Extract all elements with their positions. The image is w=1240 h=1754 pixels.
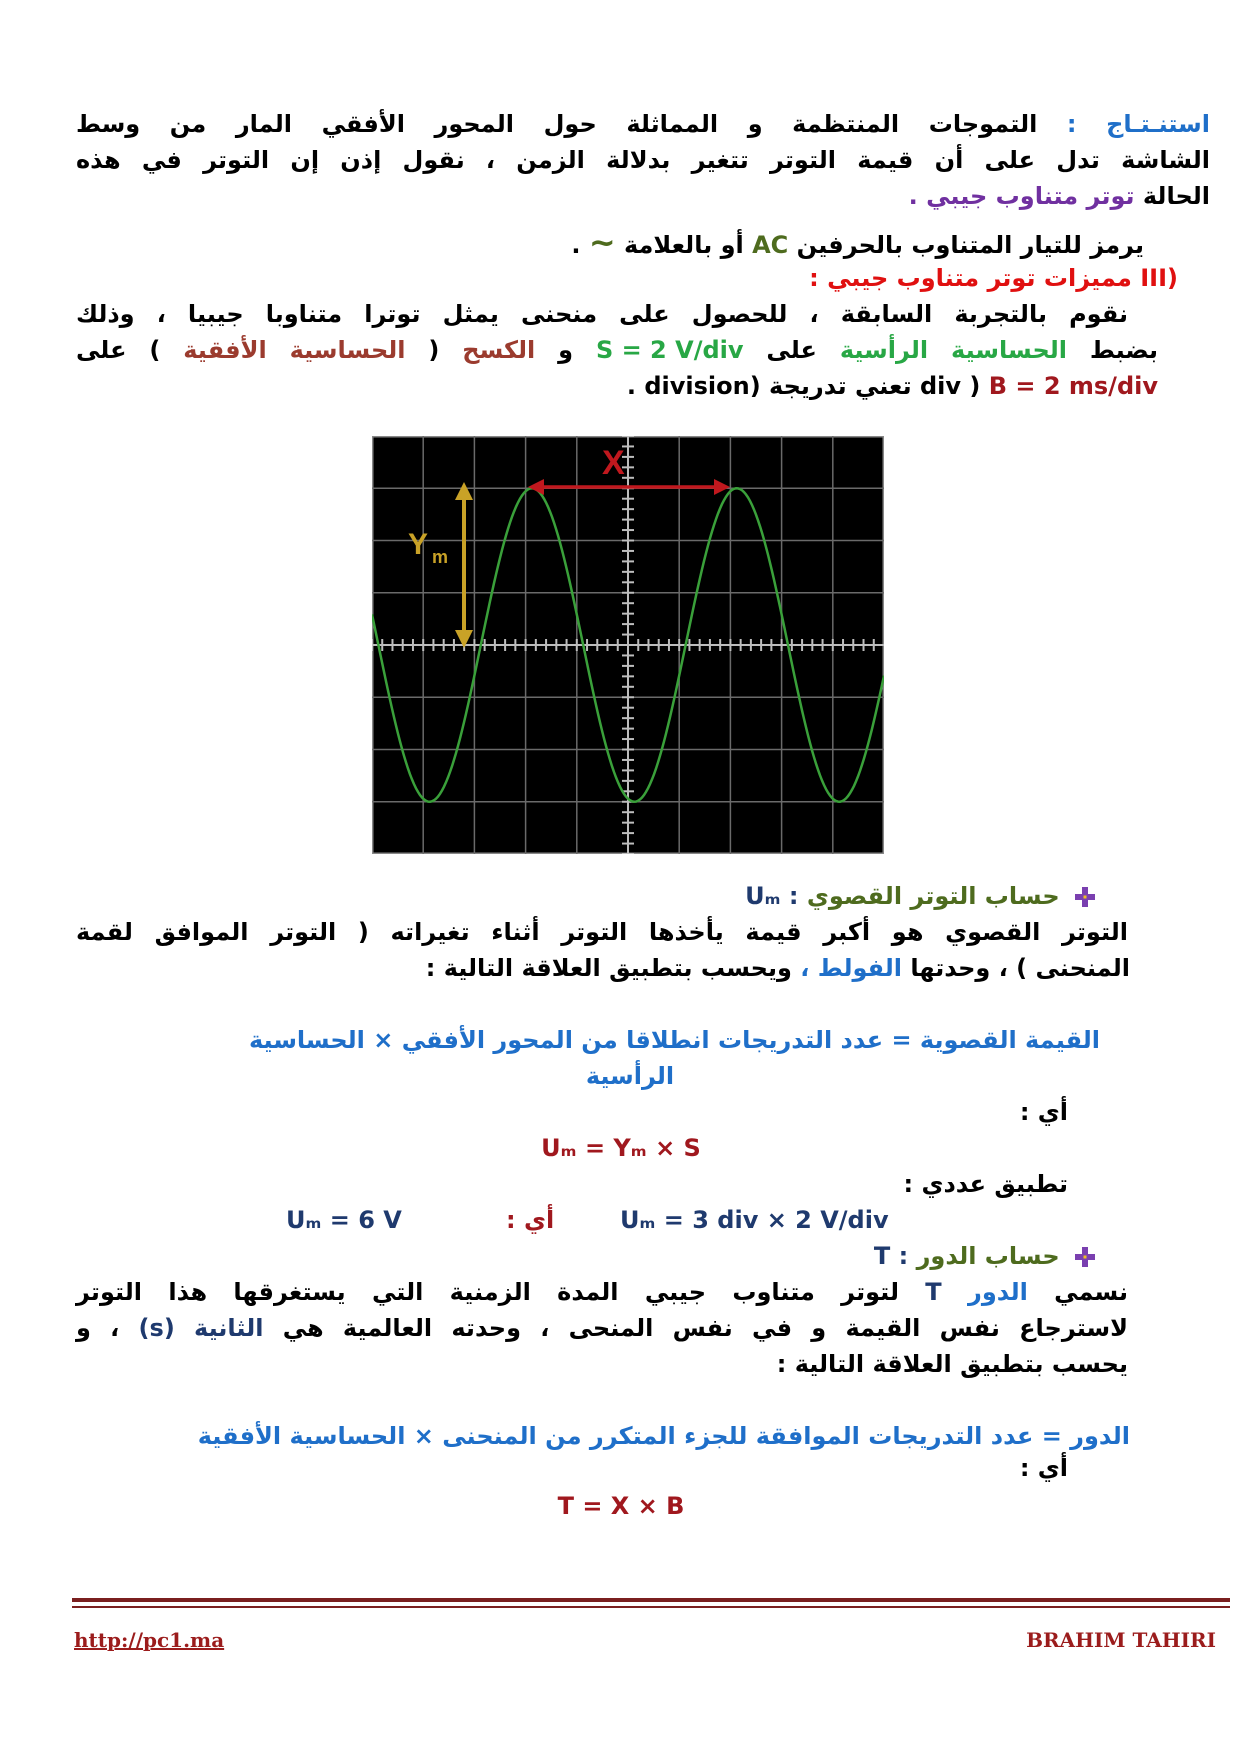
period-formula: الدور = عدد التدريجات الموافقة للجزء المتكرر من المنحنى × الحساسية الأفقية — [197, 1422, 1130, 1450]
sinusoidal-term: توتر متناوب جيبي . — [908, 182, 1135, 210]
oscilloscope-screen — [372, 436, 884, 854]
conclusion-line1: استنـتـاج : التموجات المنتظمة و المماثلة حول المحور الأفقي المار من وسط — [76, 110, 1210, 138]
section-3-line2: بضبط الحساسية الرأسية على S = 2 V/div و الكسح ( الحساسية الأفقية ) على — [76, 332, 1158, 368]
um-result: Uₘ = 6 V — [286, 1206, 402, 1234]
um-formula-line2: الرأسية — [585, 1062, 675, 1090]
conclusion-line2: الشاشة تدل على أن قيمة التوتر تتغير بدلالة الزمن ، نقول إذن إن التوتر في هذه — [76, 146, 1210, 174]
footer-rule-thin — [72, 1606, 1230, 1608]
section-3-line1: نقوم بالتجربة السابقة ، للحصول على منحنى يمثل توترا متناوبا جيبيا ، وذلك — [76, 300, 1128, 328]
ym-label: Y — [408, 528, 429, 561]
um-numeric: Uₘ = 3 div × 2 V/div — [620, 1206, 889, 1234]
um-relation: Uₘ = Yₘ × S — [541, 1134, 701, 1162]
x-label: X — [602, 444, 625, 482]
period-heading: حساب الدور T : — [874, 1238, 1096, 1274]
footer-rule — [72, 1598, 1230, 1602]
um-line2: المنحنى ) ، وحدتها الفولط ، ويحسب بتطبيق العلاقة التالية : — [425, 954, 1130, 982]
um-formula-line1: القيمة القصوية = عدد التدريجات انطلاقا من المحور الأفقي × الحساسية — [248, 1026, 1100, 1054]
numeric-application-label: تطبيق عددي : — [903, 1170, 1068, 1198]
period-line1: نسمي الدور T لتوتر متناوب جيبي المدة الزمنية التي يستغرقها هذا التوتر — [76, 1278, 1128, 1306]
section-3-heading: III) مميزات توتر متناوب جيبي : — [809, 260, 1178, 296]
um-numeric-ie: أي : — [506, 1206, 555, 1234]
ym-label-sub: m — [432, 547, 449, 567]
ac-sign: ~ — [588, 223, 616, 261]
section-number: III) — [1140, 264, 1178, 292]
period-ie: أي : — [1019, 1454, 1068, 1482]
footer-url-link[interactable]: http://pc1.ma — [74, 1628, 225, 1652]
conclusion-label: استنـتـاج : — [1066, 110, 1210, 138]
period-relation: T = X × B — [557, 1492, 685, 1520]
plus-bullet-icon — [1074, 1246, 1096, 1268]
plus-bullet-icon — [1074, 886, 1096, 908]
footer-author: BRAHIM TAHIRI — [1026, 1628, 1216, 1652]
period-line2: لاسترجاع نفس القيمة و في نفس المنحى ، وحدته العالمية هي الثانية (s) ، و — [76, 1314, 1129, 1342]
um-line1: التوتر القصوي هو أكبر قيمة يأخذها التوتر أثناء تغيراته ( التوتر الموافق لقمة — [76, 918, 1128, 946]
um-heading: حساب التوتر القصوي Uₘ : — [745, 878, 1096, 914]
period-line3: يحسب بتطبيق العلاقة التالية : — [776, 1350, 1128, 1378]
ac-symbol-line: يرمز للتيار المتناوب بالحرفين AC أو بالعلامة ~ . — [571, 223, 1144, 261]
um-ie: أي : — [1019, 1098, 1068, 1126]
sweep-value: B = 2 ms/div — [988, 372, 1158, 400]
conclusion-line3: الحالة توتر متناوب جيبي . — [908, 182, 1210, 210]
section-3-line3: B = 2 ms/div ( div تعني تدريجة (division . — [627, 368, 1158, 404]
vertical-sensitivity-value: S = 2 V/div — [595, 336, 744, 364]
